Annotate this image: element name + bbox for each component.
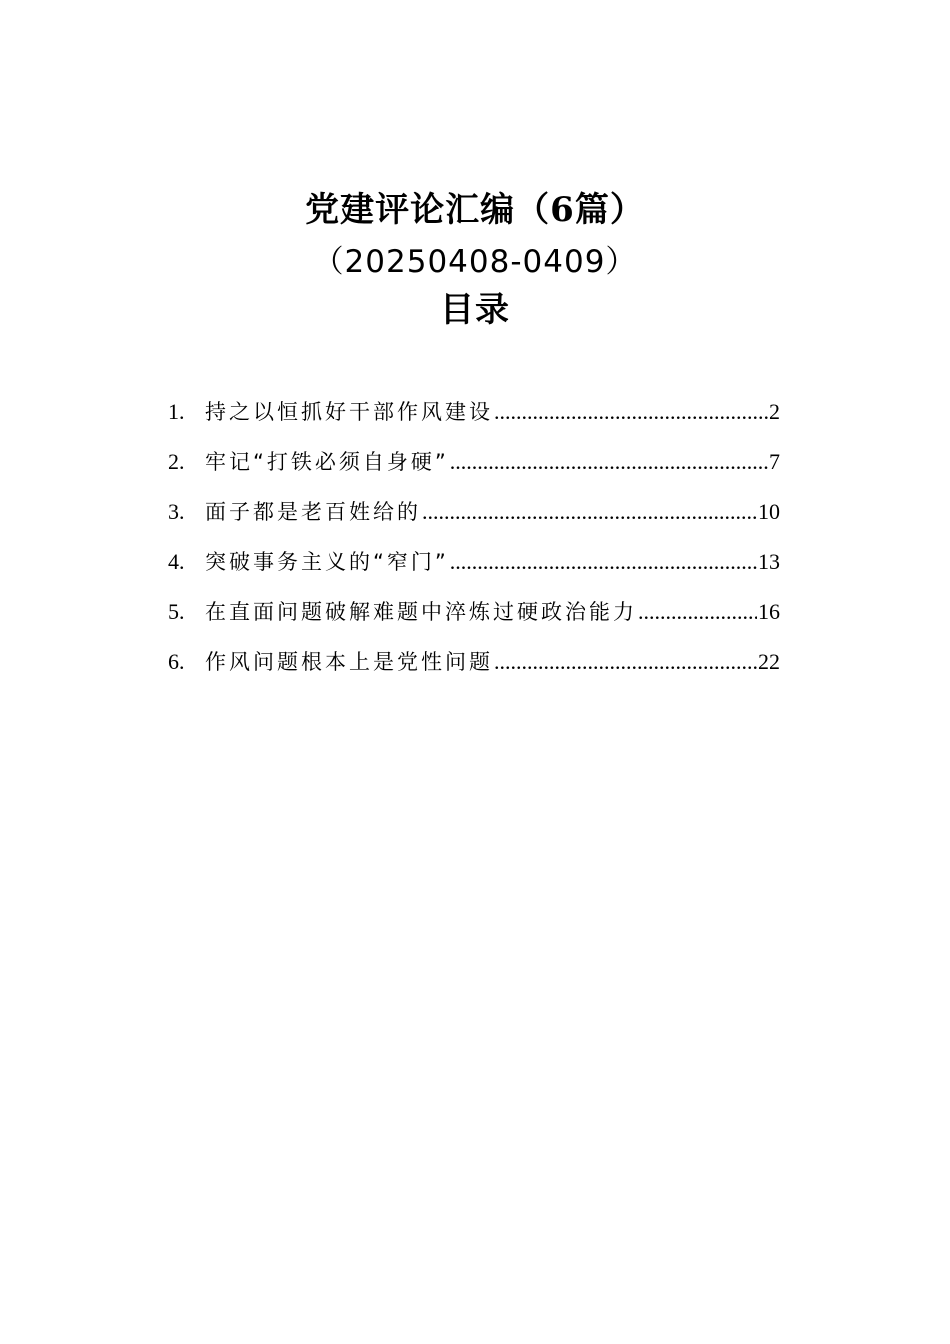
toc-item-title: 在直面问题破解难题中淬炼过硬政治能力 [205, 600, 637, 624]
toc-item[interactable] [168, 595, 780, 645]
toc-leader-dots [450, 445, 768, 479]
toc-leader-dots [494, 395, 768, 429]
toc-item-page: 16 [758, 599, 780, 624]
toc-item-number: 1. [168, 399, 185, 424]
toc-item-page: 10 [758, 499, 780, 524]
toc-leader-dots [422, 495, 757, 529]
toc-item-page: 7 [769, 449, 780, 474]
document-date-range: （20250408-0409） [312, 244, 638, 280]
toc-item-title: 牢记“打铁必须自身硬” [205, 450, 449, 474]
toc-item-page: 13 [758, 549, 780, 574]
toc-item-number: 4. [168, 549, 185, 574]
toc-item-title: 突破事务主义的“窄门” [205, 550, 449, 574]
toc-heading: 目录 [440, 290, 510, 330]
toc-item-title: 面子都是老百姓给的 [205, 500, 421, 524]
toc-item-page: 22 [758, 649, 780, 674]
toc-item-page: 2 [769, 399, 780, 424]
toc-item-number: 2. [168, 449, 185, 474]
table-of-contents [168, 395, 780, 695]
toc-leader-dots [494, 645, 757, 679]
toc-leader-dots [638, 595, 757, 629]
toc-item[interactable] [168, 645, 780, 695]
toc-item[interactable] [168, 395, 780, 445]
toc-item-title: 作风问题根本上是党性问题 [205, 650, 493, 674]
toc-item[interactable] [168, 445, 780, 495]
document-title: 党建评论汇编（6篇） [305, 190, 645, 230]
toc-item[interactable] [168, 545, 780, 595]
toc-leader-dots [450, 545, 757, 579]
toc-item[interactable] [168, 495, 780, 545]
toc-item-number: 5. [168, 599, 185, 624]
toc-item-number: 6. [168, 649, 185, 674]
toc-item-title: 持之以恒抓好干部作风建设 [205, 400, 493, 424]
toc-item-number: 3. [168, 499, 185, 524]
